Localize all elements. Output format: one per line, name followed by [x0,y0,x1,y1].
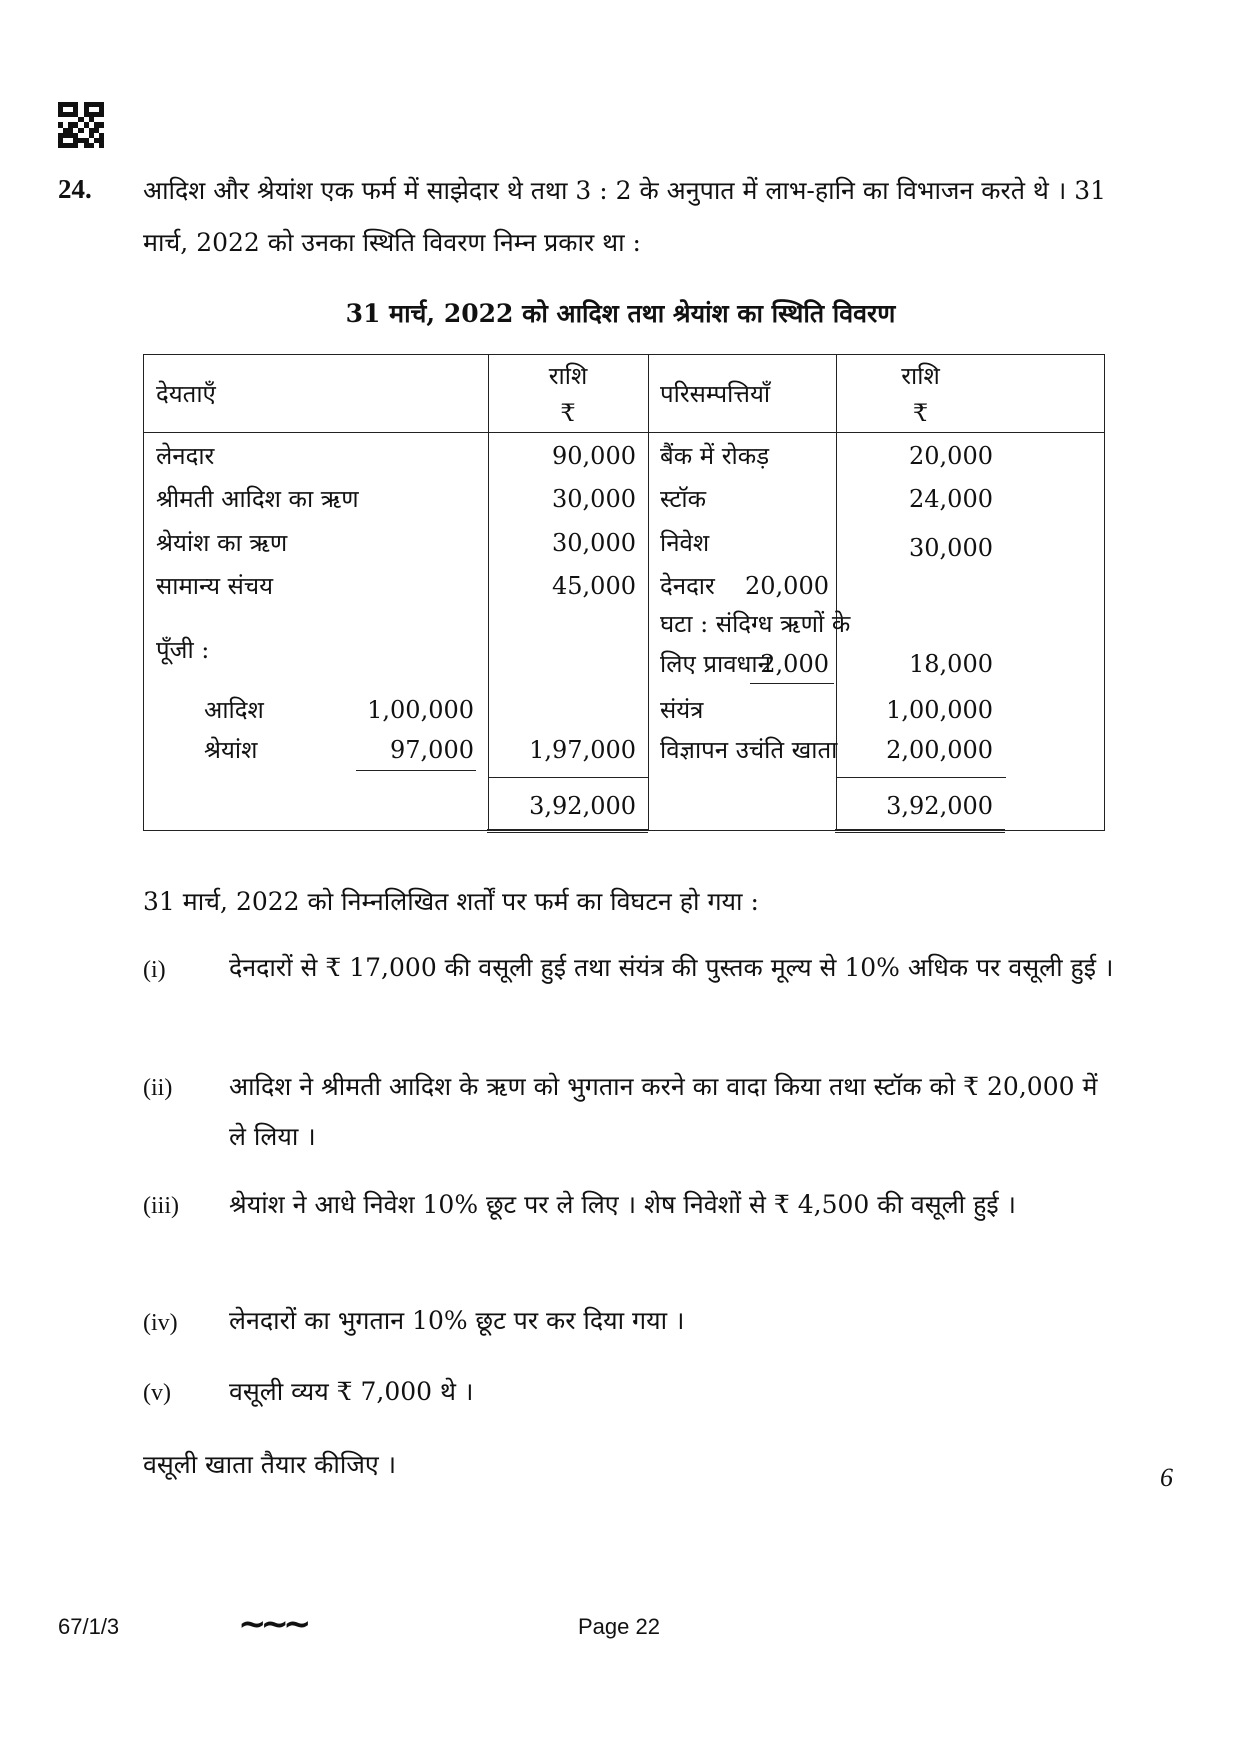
liability-amount: 45,000 [552,572,636,600]
capital-total: 1,97,000 [529,736,636,764]
question-number: 24. [58,174,92,204]
asset-amount: 2,00,000 [886,736,993,764]
total-double-underline-right [835,829,1005,833]
condition-text: आदिश ने श्रीमती आदिश के ऋण को भुगतान करने का वादा किया तथा स्टॉक को ₹ 20,000 में ले लिया । [229,1072,1098,1151]
asset-amount: 30,000 [909,534,993,562]
balance-sheet-table [143,354,1105,831]
debtors-less-text: घटा : संदिग्ध ऋणों के [660,610,851,638]
marks: 6 [1160,1463,1173,1492]
partner-capital: 97,000 [390,736,474,764]
condition-text: वसूली व्यय ₹ 7,000 थे । [229,1377,474,1406]
liability-label: श्रेयांश का ऋण [156,529,288,557]
liability-amount: 30,000 [552,529,636,557]
total-double-underline-left [487,829,648,833]
condition-number: (iv) [143,1310,178,1336]
partner-name: आदिश [204,696,264,724]
liability-amount: 90,000 [552,442,636,470]
header-rupee-right: ₹ [912,399,929,427]
debtors-label: देनदार [660,572,715,600]
asset-label: बैंक में रोकड़ [660,442,770,470]
asset-label: स्टॉक [660,485,707,513]
qr-code-icon [58,102,104,148]
partner-capital: 1,00,000 [367,696,474,724]
condition-text: श्रेयांश ने आधे निवेश 10% छूट पर ले लिए । शेष निवेशों से ₹ 4,500 की वसूली हुई । [229,1190,1017,1219]
condition-number: (v) [143,1380,171,1406]
total-line-left [488,777,649,778]
dissolution-intro: 31 मार्च, 2022 को निम्नलिखित शर्तों पर फर्म का विघटन हो गया : [143,887,759,916]
paper-code: 67/1/3 [58,1614,120,1639]
liability-label: श्रीमती आदिश का ऋण [156,485,359,513]
total-assets: 3,92,000 [886,792,993,820]
condition-number: (ii) [143,1075,173,1101]
asset-amount: 20,000 [909,442,993,470]
asset-amount: 24,000 [909,485,993,513]
capital-label: पूँजी : [156,636,210,664]
partner-name: श्रेयांश [204,736,258,764]
condition-number: (i) [143,957,166,983]
header-amount-right: राशि [901,362,940,390]
liability-label: लेनदार [156,442,215,470]
capital-underline [356,770,476,771]
ornament: ~~~ [238,1604,306,1644]
provision-underline [750,683,834,684]
header-liabilities: देयताएँ [156,380,216,408]
page-number: Page 22 [578,1614,660,1639]
asset-amount: 1,00,000 [886,696,993,724]
condition-number: (iii) [143,1193,179,1219]
provision-amount: 2,000 [760,650,829,678]
liability-label: सामान्य संचय [156,572,274,600]
instruction: वसूली खाता तैयार कीजिए । [143,1450,397,1479]
provision-label: लिए प्रावधान [660,650,771,678]
liability-amount: 30,000 [552,485,636,513]
asset-label: विज्ञापन उचंति खाता [660,736,838,764]
asset-label: निवेश [660,529,710,557]
debtors-gross: 20,000 [745,572,829,600]
total-line-right [836,777,1006,778]
condition-text: लेनदारों का भुगतान 10% छूट पर कर दिया गया । [229,1306,685,1335]
header-assets: परिसम्पत्तियाँ [660,380,771,408]
balance-sheet-title: 31 मार्च, 2022 को आदिश तथा श्रेयांश का स्थिति विवरण [345,299,896,328]
asset-label: संयंत्र [660,696,704,724]
header-rupee-left: ₹ [560,399,576,427]
debtors-net: 18,000 [909,650,993,678]
question-intro: आदिश और श्रेयांश एक फर्म में साझेदार थे तथा 3 : 2 के अनुपात में लाभ-हानि का विभाजन करते थे । 31 मार्च, 2022 को उनका स्थिति विवरण निम्न प्रकार था : [143,176,1107,257]
header-amount-left: राशि [548,362,588,390]
total-liabilities: 3,92,000 [529,792,636,820]
condition-text: देनदारों से ₹ 17,000 की वसूली हुई तथा संयंत्र की पुस्तक मूल्य से 10% अधिक पर वसूली हुई । [229,953,1114,982]
